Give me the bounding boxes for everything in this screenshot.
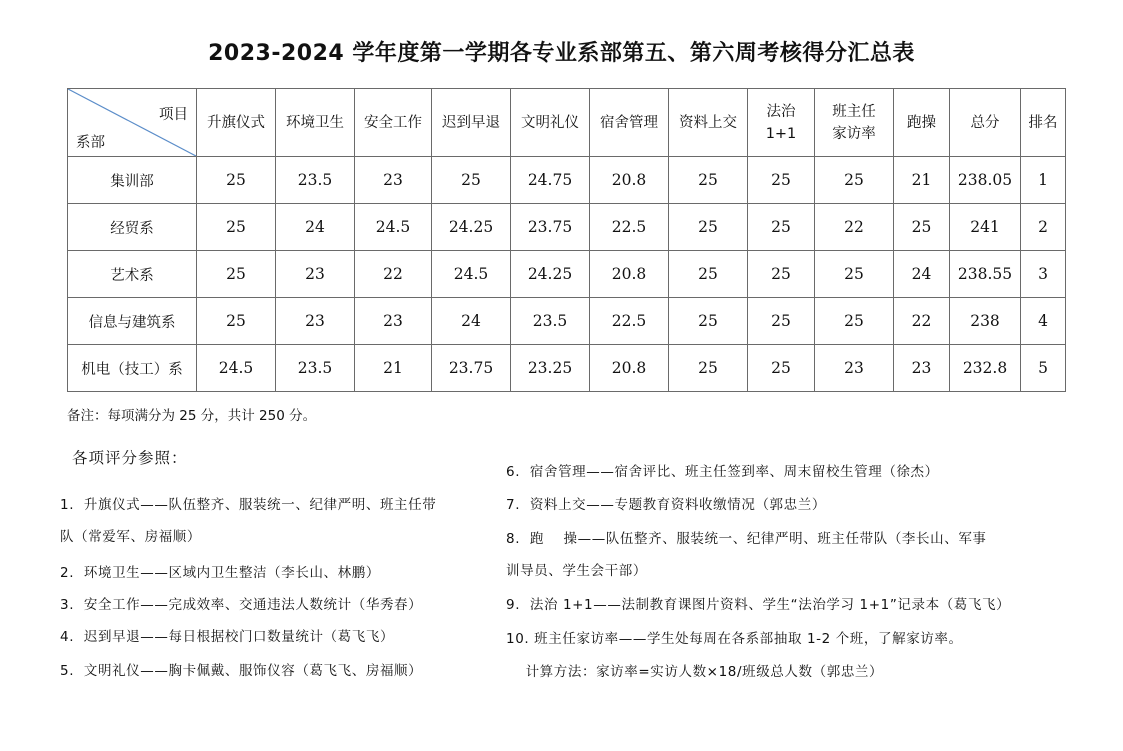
score-cell: 24.25 bbox=[432, 204, 511, 251]
table-row bbox=[68, 157, 1066, 204]
score-cell: 23.75 bbox=[432, 345, 511, 392]
table-row bbox=[68, 298, 1066, 345]
score-cell: 25 bbox=[432, 157, 511, 204]
score-cell: 23 bbox=[815, 345, 894, 392]
score-cell: 21 bbox=[355, 345, 432, 392]
score-cell: 25 bbox=[669, 345, 748, 392]
score-cell: 238 bbox=[950, 298, 1021, 345]
table-row bbox=[68, 345, 1066, 392]
corner-label-item: 项目 bbox=[159, 107, 188, 123]
score-cell: 25 bbox=[669, 298, 748, 345]
score-cell: 25 bbox=[197, 298, 276, 345]
criteria-item: 6. 宿舍管理——宿舍评比、班主任签到率、周末留校生管理（徐杰） bbox=[506, 464, 939, 480]
score-cell: 22 bbox=[894, 298, 950, 345]
score-cell: 22 bbox=[815, 204, 894, 251]
score-cell: 20.8 bbox=[590, 345, 669, 392]
column-header: 升旗仪式 bbox=[197, 89, 276, 157]
score-cell: 25 bbox=[669, 157, 748, 204]
score-cell: 25 bbox=[669, 204, 748, 251]
score-cell: 5 bbox=[1021, 345, 1066, 392]
criteria-item: 队（常爱军、房福顺） bbox=[60, 529, 201, 545]
score-cell: 25 bbox=[197, 204, 276, 251]
criteria-item: 训导员、学生会干部） bbox=[506, 563, 647, 579]
score-cell: 25 bbox=[815, 298, 894, 345]
dept-name-cell: 集训部 bbox=[68, 157, 197, 204]
score-cell: 23.25 bbox=[511, 345, 590, 392]
score-cell: 25 bbox=[894, 204, 950, 251]
dept-name-cell: 艺术系 bbox=[68, 251, 197, 298]
score-cell: 25 bbox=[748, 157, 815, 204]
score-cell: 24.5 bbox=[197, 345, 276, 392]
dept-name-cell: 经贸系 bbox=[68, 204, 197, 251]
score-cell: 24 bbox=[276, 204, 355, 251]
score-cell: 24.5 bbox=[432, 251, 511, 298]
criteria-item: 8. 跑 操——队伍整齐、服装统一、纪律严明、班主任带队（李长山、军事 bbox=[506, 531, 987, 547]
criteria-item: 10. 班主任家访率——学生处每周在各系部抽取 1-2 个班，了解家访率。 bbox=[506, 631, 963, 647]
column-header: 总分 bbox=[950, 89, 1021, 157]
score-cell: 24.5 bbox=[355, 204, 432, 251]
score-cell: 23 bbox=[894, 345, 950, 392]
score-cell: 23 bbox=[355, 157, 432, 204]
score-cell: 241 bbox=[950, 204, 1021, 251]
column-header: 资料上交 bbox=[669, 89, 748, 157]
criteria-item: 4. 迟到早退——每日根据校门口数量统计（葛飞飞） bbox=[60, 629, 395, 645]
score-cell: 25 bbox=[748, 298, 815, 345]
criteria-item: 7. 资料上交——专题教育资料收缴情况（郭忠兰） bbox=[506, 497, 826, 513]
column-header: 宿舍管理 bbox=[590, 89, 669, 157]
table-header-row bbox=[68, 89, 1066, 157]
score-cell: 24 bbox=[432, 298, 511, 345]
score-cell: 24 bbox=[894, 251, 950, 298]
column-header: 班主任 家访率 bbox=[815, 89, 894, 157]
column-header: 迟到早退 bbox=[432, 89, 511, 157]
table-row bbox=[68, 251, 1066, 298]
criteria-item: 3. 安全工作——完成效率、交通违法人数统计（华秀春） bbox=[60, 597, 423, 613]
dept-name-cell: 信息与建筑系 bbox=[68, 298, 197, 345]
score-cell: 23.5 bbox=[511, 298, 590, 345]
score-table bbox=[67, 88, 1066, 392]
score-cell: 3 bbox=[1021, 251, 1066, 298]
criteria-item: 1. 升旗仪式——队伍整齐、服装统一、纪律严明、班主任带 bbox=[60, 497, 437, 513]
corner-label-dept: 系部 bbox=[76, 135, 105, 151]
dept-name-cell: 机电（技工）系 bbox=[68, 345, 197, 392]
criteria-item: 2. 环境卫生——区域内卫生整洁（李长山、林鹏） bbox=[60, 565, 380, 581]
score-cell: 25 bbox=[748, 251, 815, 298]
score-cell: 23 bbox=[355, 298, 432, 345]
score-cell: 25 bbox=[815, 251, 894, 298]
column-header: 安全工作 bbox=[355, 89, 432, 157]
score-cell: 23.75 bbox=[511, 204, 590, 251]
score-cell: 25 bbox=[748, 345, 815, 392]
score-cell: 238.55 bbox=[950, 251, 1021, 298]
score-cell: 20.8 bbox=[590, 251, 669, 298]
score-cell: 1 bbox=[1021, 157, 1066, 204]
score-cell: 23 bbox=[276, 298, 355, 345]
table-note: 备注：每项满分为 25 分，共计 250 分。 bbox=[67, 408, 317, 424]
criteria-item: 计算方法：家访率=实访人数×18/班级总人数（郭忠兰） bbox=[506, 664, 884, 680]
score-cell: 23.5 bbox=[276, 345, 355, 392]
table-row bbox=[68, 204, 1066, 251]
column-header: 文明礼仪 bbox=[511, 89, 590, 157]
score-cell: 25 bbox=[197, 157, 276, 204]
score-cell: 25 bbox=[815, 157, 894, 204]
score-cell: 24.25 bbox=[511, 251, 590, 298]
score-cell: 21 bbox=[894, 157, 950, 204]
column-header: 环境卫生 bbox=[276, 89, 355, 157]
score-cell: 22.5 bbox=[590, 204, 669, 251]
corner-header-cell bbox=[68, 89, 197, 157]
column-header: 排名 bbox=[1021, 89, 1066, 157]
score-cell: 238.05 bbox=[950, 157, 1021, 204]
score-cell: 232.8 bbox=[950, 345, 1021, 392]
score-cell: 22.5 bbox=[590, 298, 669, 345]
column-header: 跑操 bbox=[894, 89, 950, 157]
criteria-item: 9. 法治 1+1——法制教育课图片资料、学生“法治学习 1+1”记录本（葛飞飞） bbox=[506, 597, 1011, 613]
criteria-heading: 各项评分参照： bbox=[72, 449, 188, 467]
column-header: 法治 1+1 bbox=[748, 89, 815, 157]
score-cell: 23.5 bbox=[276, 157, 355, 204]
score-cell: 20.8 bbox=[590, 157, 669, 204]
page-title: 2023-2024 学年度第一学期各专业系部第五、第六周考核得分汇总表 bbox=[208, 41, 915, 66]
criteria-item: 5. 文明礼仪——胸卡佩戴、服饰仪容（葛飞飞、房福顺） bbox=[60, 663, 423, 679]
score-cell: 4 bbox=[1021, 298, 1066, 345]
score-cell: 23 bbox=[276, 251, 355, 298]
score-cell: 22 bbox=[355, 251, 432, 298]
score-cell: 25 bbox=[197, 251, 276, 298]
score-cell: 25 bbox=[748, 204, 815, 251]
score-cell: 2 bbox=[1021, 204, 1066, 251]
score-cell: 25 bbox=[669, 251, 748, 298]
score-cell: 24.75 bbox=[511, 157, 590, 204]
